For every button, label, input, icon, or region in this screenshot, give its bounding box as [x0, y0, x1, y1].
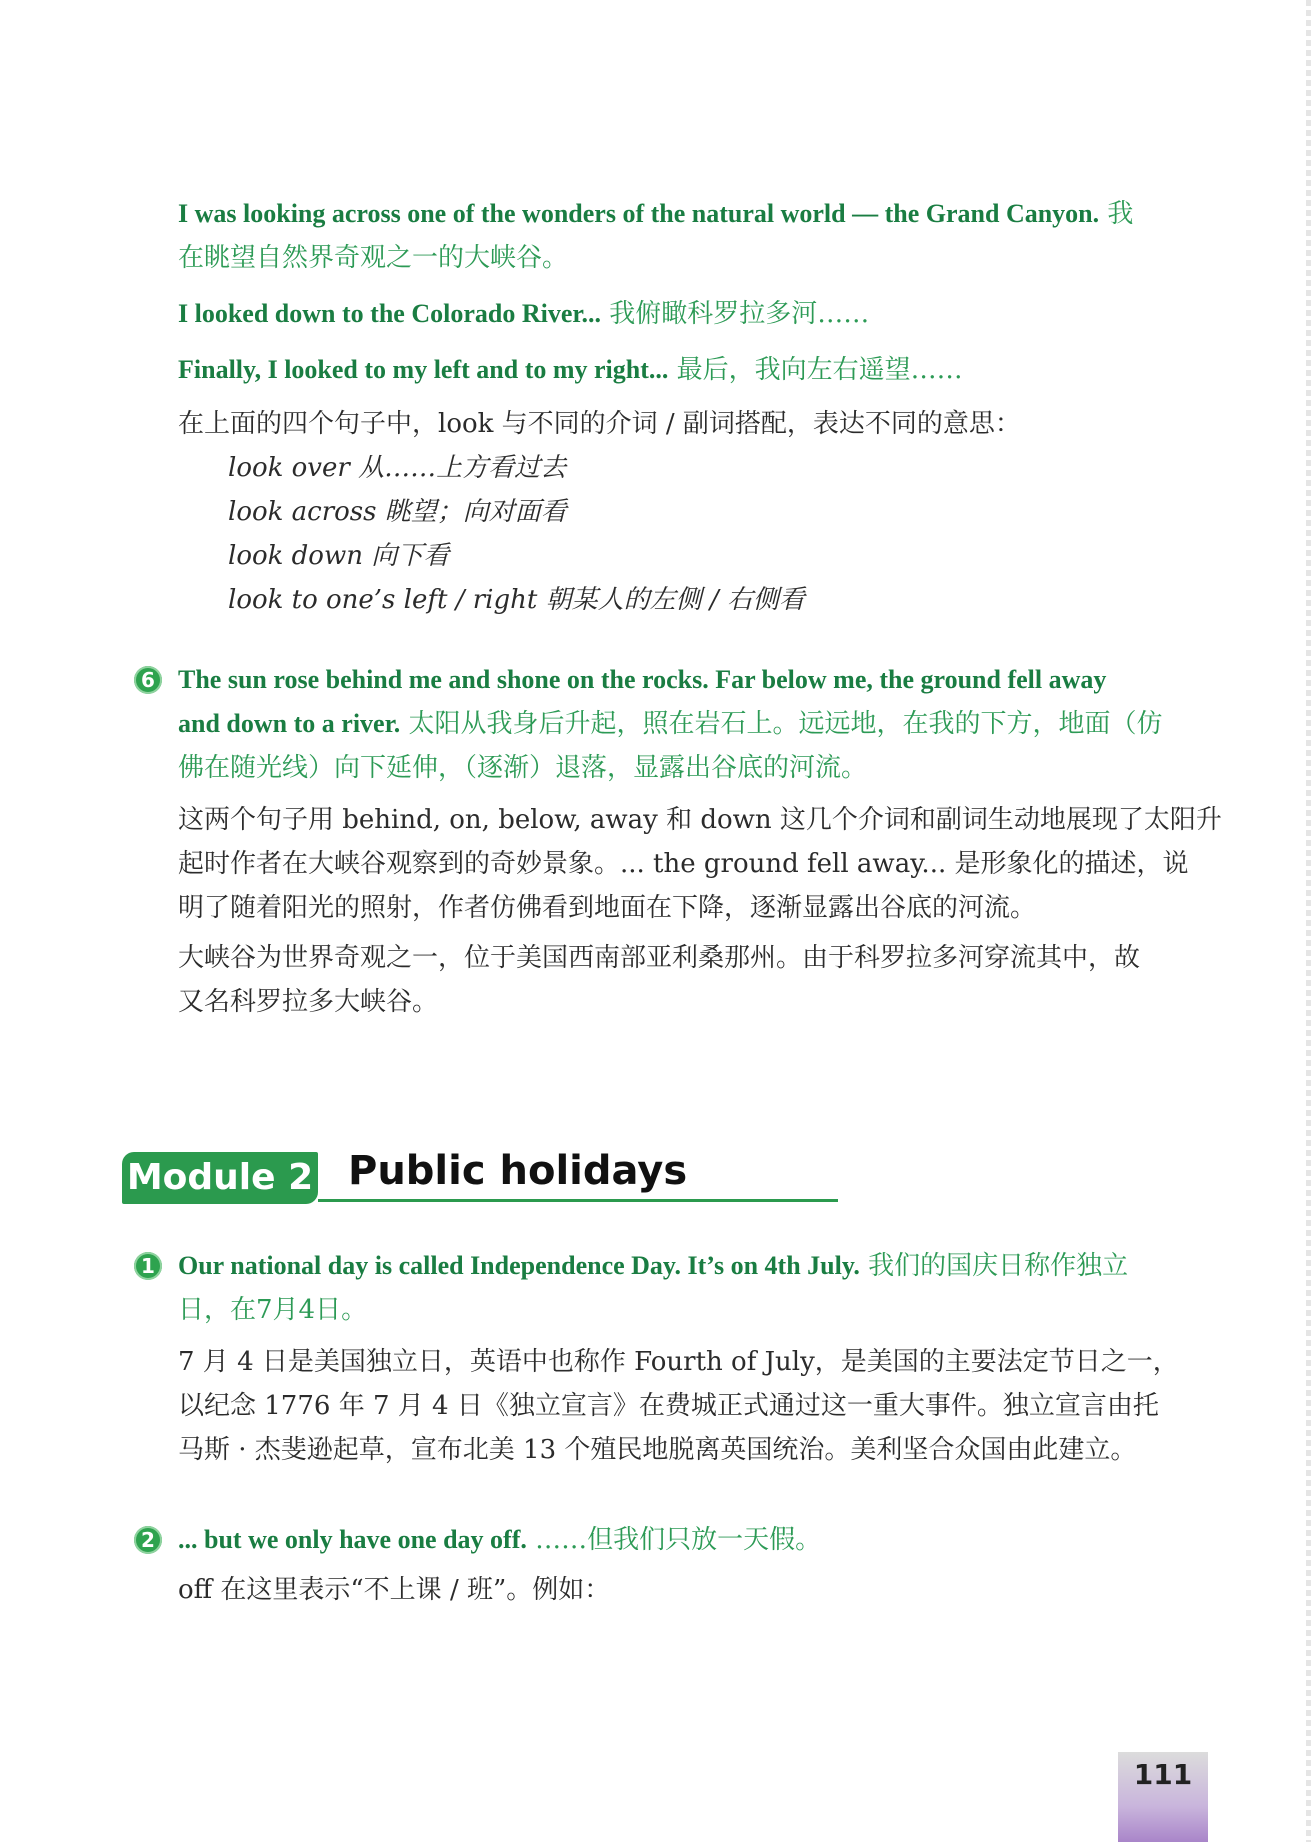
look-explanation: 在上面的四个句子中，look 与不同的介词 / 副词搭配，表达不同的意思：	[178, 409, 1021, 439]
independence-translation: 日，在7月4日。	[178, 1295, 368, 1325]
section-independence-day	[178, 1244, 1198, 1472]
phrase-item: look over 从……上方看过去	[228, 453, 567, 483]
independence-sentence: Our national day is called Independence Day. It’s on 4th July. 我们的国庆日称作独立	[178, 1251, 1129, 1281]
day-off-sentence: ... but we only have one day off. ……但我们只放一天假。	[178, 1525, 822, 1555]
sentence-2: I looked down to the Colorado River... 我俯瞰科罗拉多河……	[178, 299, 870, 329]
note-number-badge: 2	[134, 1526, 162, 1554]
section-sunrise	[178, 658, 1222, 1024]
module-tag: Module 2	[122, 1152, 318, 1204]
sentence-1-translation: 在眺望自然界奇观之一的大峡谷。	[178, 243, 569, 273]
section-grand-canyon	[178, 192, 1198, 622]
sunrise-explanation: 这两个句子用 behind, on, below, away 和 down 这几个介词和副词生动地展现了太阳升 起时作者在大峡谷观察到的奇妙景象。... the ground fell away... 是形象化的描述，说 明了随着阳光的照射，作者仿佛看到地面在下降，逐渐显露出谷底的河流。	[178, 805, 1222, 923]
sentence-3: Finally, I looked to my left and to my right... 最后，我向左右遥望……	[178, 355, 963, 385]
sunrise-translation-line3: 佛在随光线）向下延伸，（逐渐）退落，显露出谷底的河流。	[178, 753, 868, 783]
sunrise-sentence-line1: The sun rose behind me and shone on the rocks. Far below me, the ground fell away	[178, 665, 1107, 694]
independence-explanation: 7 月 4 日是美国独立日，英语中也称作 Fourth of July，是美国的主要法定节日之一， 以纪念 1776 年 7 月 4 日《独立宣言》在费城正式通过这一重大事件。独立宣言由托 马斯 · 杰斐逊起草，宣布北美 13 个殖民地脱离英国统治。美利坚合众国由此建立。	[178, 1347, 1179, 1465]
sentence-1: I was looking across one of the wonders of the natural world — the Grand Canyon. 我	[178, 199, 1134, 229]
phrase-item: look to one’s left / right 朝某人的左侧 / 右侧看	[228, 585, 805, 615]
day-off-explanation: off 在这里表示“不上课 / 班”。例如：	[178, 1575, 611, 1605]
sunrise-sentence-line2: and down to a river. 太阳从我身后升起，照在岩石上。远远地，在我的下方，地面（仿	[178, 709, 1163, 739]
grand-canyon-note: 大峡谷为世界奇观之一，位于美国西南部亚利桑那州。由于科罗拉多河穿流其中，故 又名科罗拉多大峡谷。	[178, 943, 1141, 1017]
phrase-item: look across 眺望；向对面看	[228, 497, 567, 527]
module-title-underline	[318, 1199, 838, 1202]
note-number-badge: 1	[134, 1252, 162, 1280]
page-edge-strip	[1306, 0, 1311, 1842]
phrase-item: look down 向下看	[228, 541, 450, 571]
section-day-off	[178, 1518, 1198, 1612]
module-title: Public holidays	[348, 1148, 688, 1194]
note-number-badge: 6	[134, 666, 162, 694]
page-number: 111	[1133, 1758, 1193, 1791]
